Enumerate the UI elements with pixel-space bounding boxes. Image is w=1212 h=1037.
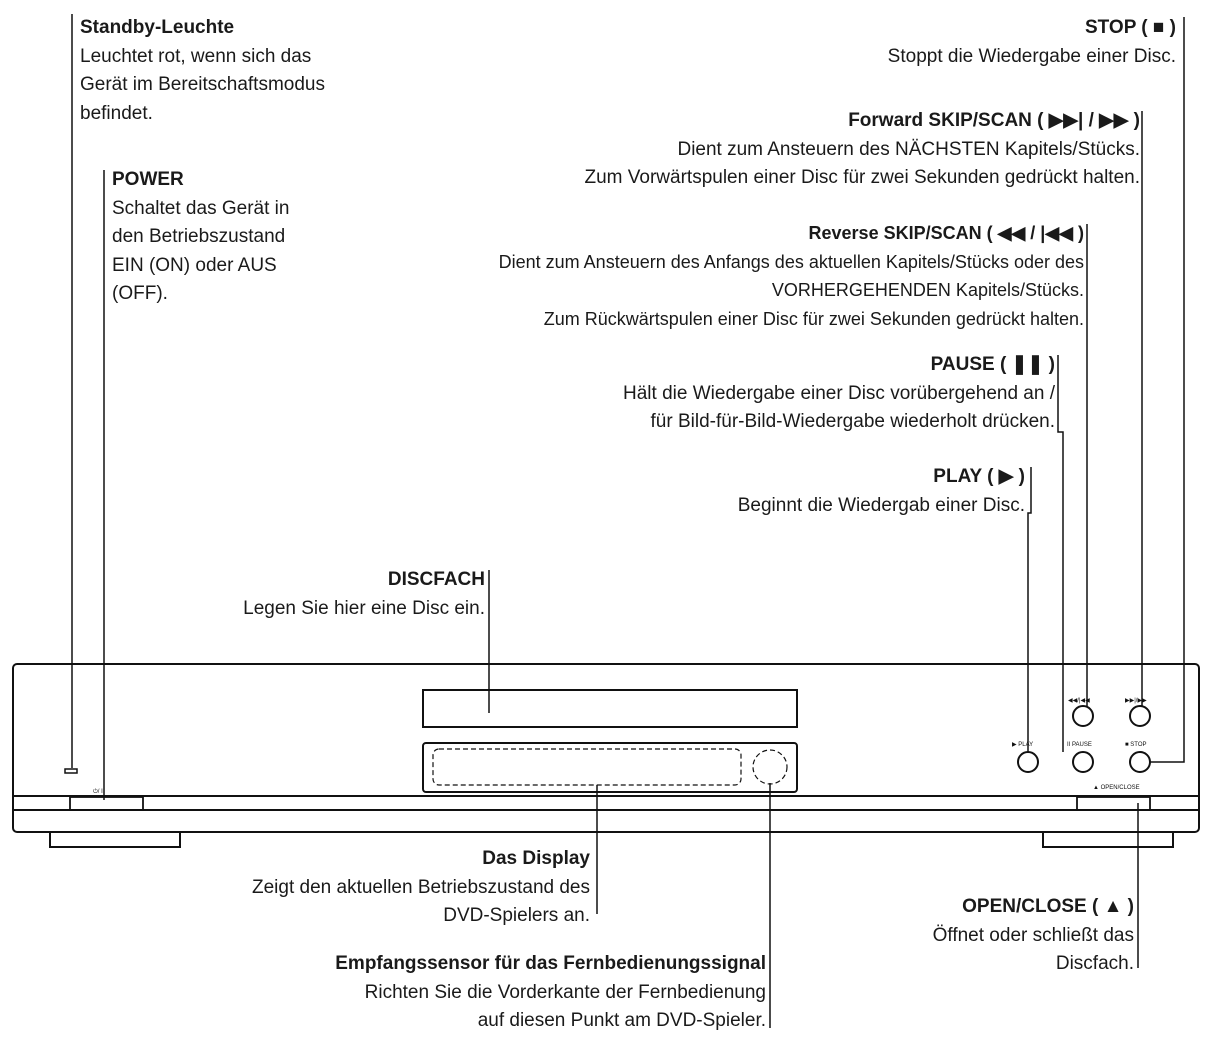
open-close-button [1077,797,1150,810]
callout-standby [80,14,325,128]
standby-light [65,769,77,773]
forward-title: Forward SKIP/SCAN ( ▶▶| / ▶▶ ) [848,110,1140,131]
discfach-desc: Legen Sie hier eine Disc ein. [243,597,485,619]
callout-stop [888,14,1176,71]
reverse-title: Reverse SKIP/SCAN ( ◀◀ / |◀◀ ) [808,223,1084,243]
play-button [1018,752,1038,772]
power-button [70,797,143,810]
callout-discfach [243,566,485,623]
callout-forward [585,107,1141,193]
reverse-desc: Dient zum Ansteuern des Anfangs des aktuellen Kapitels/Stücks oder des VORHERGEHENDEN Kapitels/Stücks. Zum Rückwärtspulen einer Disc für zwei Sekunden gedrückt halten. [498,251,1084,329]
leader-play [1028,467,1031,752]
remote-sensor-window [753,750,787,784]
standby-desc: Leuchtet rot, wenn sich das Gerät im Bereitschaftsmodus befindet. [80,45,325,124]
callout-sensor [335,950,766,1036]
pause-button [1073,752,1093,772]
sensor-title: Empfangssensor für das Fernbedienungssignal [335,953,766,974]
standby-title: Standby-Leuchte [80,17,235,38]
callout-display [252,845,590,931]
display-title: Das Display [482,848,590,869]
openclose-title: OPEN/CLOSE ( ▲ ) [962,896,1134,917]
openclose-desc: Öffnet oder schließt das Discfach. [932,924,1134,974]
label-pause: II PAUSE [1067,742,1092,748]
stop-button [1130,752,1150,772]
callout-pause [623,351,1055,437]
forward-skip-button [1130,706,1150,726]
display-inner-outline [433,749,741,785]
label-power: ⏻/ I [93,789,103,795]
callout-reverse [499,219,1084,333]
pause-desc: Hält die Wiedergabe einer Disc vorübergehend an / für Bild-für-Bild-Wiedergabe wiederholt drücken. [623,382,1055,432]
discfach-title: DISCFACH [387,569,485,590]
label-stop: ■ STOP [1125,742,1147,748]
display-desc: Zeigt den aktuellen Betriebszustand des DVD-Spielers an. [252,876,590,926]
callout-openclose [933,893,1134,979]
label-open-close: ▲ OPEN/CLOSE [1093,785,1140,791]
stop-title: STOP ( ■ ) [1084,17,1176,38]
leader-stop [1150,17,1184,762]
label-play: ▶ PLAY [1012,742,1034,748]
pause-title: PAUSE ( ❚❚ ) [930,354,1055,375]
play-desc: Beginnt die Wiedergab einer Disc. [737,494,1025,516]
sensor-desc: Richten Sie die Vorderkante der Fernbedienung auf diesen Punkt am DVD-Spieler. [364,981,766,1031]
leader-pause [1058,355,1063,752]
callout-play [738,463,1025,520]
reverse-skip-button [1073,706,1093,726]
power-title: POWER [112,169,184,190]
forward-desc: Dient zum Ansteuern des NÄCHSTEN Kapitels/Stücks. Zum Vorwärtspulen einer Disc für zwei Sekunden gedrückt halten. [584,138,1140,188]
disc-tray-slot [423,690,797,727]
stop-desc: Stoppt die Wiedergabe einer Disc. [887,45,1176,67]
label-rev: ◀◀/|◀◀ [1068,698,1090,704]
power-desc: Schaltet das Gerät in den Betriebszustand EIN (ON) oder AUS (OFF). [112,197,290,304]
callout-power [112,166,289,309]
play-title: PLAY ( ▶ ) [933,466,1025,487]
label-fwd: ▶▶|/▶▶ [1125,698,1147,704]
